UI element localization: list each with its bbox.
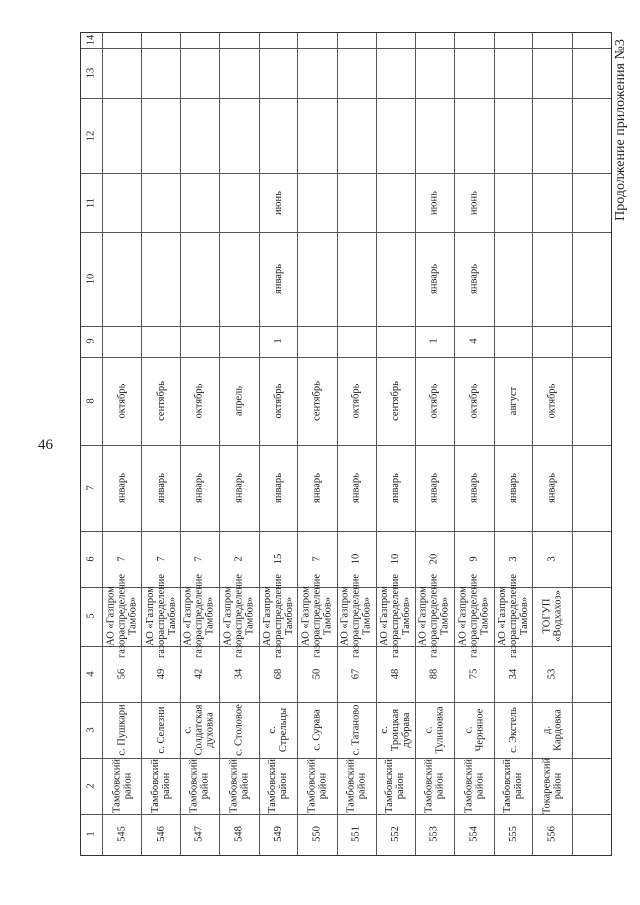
column-number: 1 (85, 831, 97, 838)
table-cell: сентябрь (311, 381, 323, 421)
table-cell: октябрь (546, 383, 558, 419)
page-number: 46 (38, 437, 53, 453)
table-cell: 548 (233, 826, 245, 843)
table-cell: с. Пушкари (116, 704, 128, 756)
table-cell: АО «Газпром газораспределение Тамбов» (182, 574, 216, 659)
table-cell: Тамбовский район (110, 759, 133, 813)
table-cell: с. Солдатская духовка (182, 704, 216, 756)
table-cell: 547 (193, 826, 205, 843)
table-cell: январь (116, 472, 128, 503)
table-cell: д. Кардовка (540, 709, 563, 752)
table-cell: октябрь (468, 383, 480, 419)
table-cell: 75 (468, 668, 480, 680)
table-cell: 20 (428, 553, 440, 564)
row-divider (81, 173, 611, 174)
table-cell: 15 (272, 553, 284, 564)
table-cell: январь (546, 472, 558, 503)
table-cell: 56 (116, 668, 128, 680)
table-cell: 88 (428, 668, 440, 680)
table-cell: Тамбовский район (305, 759, 328, 813)
table-cell: 3 (507, 556, 519, 562)
table-cell: 549 (272, 826, 284, 843)
table-cell: январь (233, 472, 245, 503)
column-number: 12 (85, 130, 97, 141)
table-cell: 48 (389, 668, 401, 680)
table-cell: с. Экстель (507, 707, 519, 753)
table-cell: АО «Газпром газораспределение Тамбов» (496, 574, 530, 659)
column-number: 4 (85, 671, 97, 677)
table-cell: Тамбовский район (501, 759, 524, 813)
table-cell: 2 (233, 556, 245, 562)
column-number: 3 (85, 727, 97, 733)
table-cell: 7 (193, 556, 205, 562)
row-divider (81, 357, 611, 358)
table-cell: июнь (428, 190, 440, 215)
table-cell: 9 (468, 556, 480, 562)
table-cell: июнь (468, 190, 480, 215)
table-cell: 3 (546, 556, 558, 562)
row-divider (81, 702, 611, 703)
table-cell: октябрь (193, 383, 205, 419)
column-number: 5 (85, 613, 97, 620)
table-cell: октябрь (428, 383, 440, 419)
row-divider (81, 232, 611, 233)
appendix-table (80, 32, 612, 856)
table-cell: с. Троицкая дубрава (378, 709, 412, 752)
table-cell: январь (193, 472, 205, 503)
column-number: 10 (85, 273, 97, 285)
table-cell: Тамбовский район (384, 759, 407, 813)
table-cell: АО «Газпром газораспределение Тамбов» (339, 574, 373, 659)
table-cell: с. Сурава (311, 709, 323, 751)
column-number: 9 (85, 338, 97, 345)
table-cell: 1 (272, 338, 284, 345)
table-cell: ТОГУП «Водхахоз» (540, 590, 563, 643)
column-number: 2 (85, 783, 97, 789)
table-cell: 53 (546, 668, 558, 680)
table-cell: 552 (389, 826, 401, 843)
table-cell: 7 (155, 556, 166, 562)
table-cell: с. Стрельцы (266, 708, 289, 753)
column-number: 6 (85, 556, 97, 562)
table-cell: январь (155, 472, 166, 503)
table-cell: АО «Газпром газораспределение Тамбов» (144, 574, 177, 659)
table-cell: Тамбовский район (345, 759, 368, 813)
table-cell: АО «Газпром газораспределение Тамбов» (222, 574, 256, 659)
table-cell: январь (507, 472, 519, 503)
table-cell: 10 (389, 553, 401, 564)
table-cell: апрель (233, 386, 245, 417)
table-cell: 556 (546, 826, 558, 843)
table-cell: АО «Газпром газораспределение Тамбов» (105, 574, 139, 659)
table-cell: АО «Газпром газораспределение Тамбов» (300, 574, 334, 659)
table-cell: 7 (311, 556, 323, 562)
table-cell: 546 (155, 826, 166, 843)
table-cell: АО «Газпром газораспределение Тамбов» (378, 574, 412, 659)
table-cell: сентябрь (389, 381, 401, 421)
table-cell: 68 (272, 668, 284, 680)
row-divider (81, 445, 611, 446)
table-cell: октябрь (350, 383, 362, 419)
table-cell: июнь (272, 190, 284, 215)
table-cell: 545 (116, 826, 128, 843)
table-cell: 550 (311, 826, 323, 843)
table-cell: с. Тулиновка (423, 706, 446, 754)
table-cell: 4 (468, 338, 480, 345)
column-number: 13 (85, 67, 97, 79)
table-cell: октябрь (272, 383, 284, 419)
table-cell: август (507, 386, 519, 416)
table-cell: 10 (350, 553, 362, 564)
table-cell: 49 (155, 668, 166, 680)
table-cell: январь (428, 264, 440, 295)
table-cell: с. Столовое (233, 704, 245, 756)
row-divider (81, 98, 611, 99)
table-cell: 42 (193, 668, 205, 680)
table-cell: 50 (311, 668, 323, 680)
table-cell: 555 (507, 826, 519, 843)
table-cell: 1 (428, 338, 440, 345)
column-number: 8 (85, 398, 97, 404)
table-cell: январь (311, 472, 323, 503)
table-cell: Тамбовский район (188, 759, 211, 813)
appendix-title: Продолжение приложения №3 (613, 39, 628, 221)
table-cell: сентябрь (155, 381, 166, 421)
row-divider (81, 326, 611, 327)
table-cell: январь (468, 472, 480, 503)
table-cell: Тамбовский район (462, 759, 485, 813)
table-cell: январь (350, 472, 362, 503)
table-cell: октябрь (116, 383, 128, 419)
table-cell: с. Селезни (155, 706, 166, 754)
table-cell: январь (428, 472, 440, 503)
table-cell: январь (389, 472, 401, 503)
column-number: 11 (85, 197, 97, 208)
column-number: 14 (85, 35, 97, 46)
table-cell: Тамбовский район (266, 759, 289, 813)
table-cell: Тамбовский район (227, 759, 250, 813)
table-cell: 34 (233, 668, 245, 680)
table-cell: с. Черняное (462, 708, 485, 752)
table-cell: январь (272, 472, 284, 503)
table-cell: январь (272, 264, 284, 295)
row-divider (81, 531, 611, 532)
table-cell: 34 (507, 668, 519, 680)
table-cell: 551 (350, 826, 362, 843)
table-cell: АО «Газпром газораспределение Тамбов» (261, 574, 295, 659)
table-cell: 67 (350, 668, 362, 680)
table-cell: Тамбовский район (423, 759, 446, 813)
table-cell: 553 (428, 826, 440, 843)
table-cell: 554 (468, 826, 480, 843)
row-divider (81, 48, 611, 49)
table-cell: январь (468, 264, 480, 295)
table-cell: с. Татаново (350, 704, 362, 756)
table-cell: АО «Газпром газораспределение Тамбов» (457, 574, 491, 659)
table-cell: Тамбовский район (149, 759, 172, 813)
table-cell: Токаревский район (540, 757, 563, 815)
table-cell: АО «Газпром газораспределение Тамбов» (417, 574, 451, 659)
column-number: 7 (85, 485, 97, 491)
table-cell: 7 (116, 556, 128, 562)
